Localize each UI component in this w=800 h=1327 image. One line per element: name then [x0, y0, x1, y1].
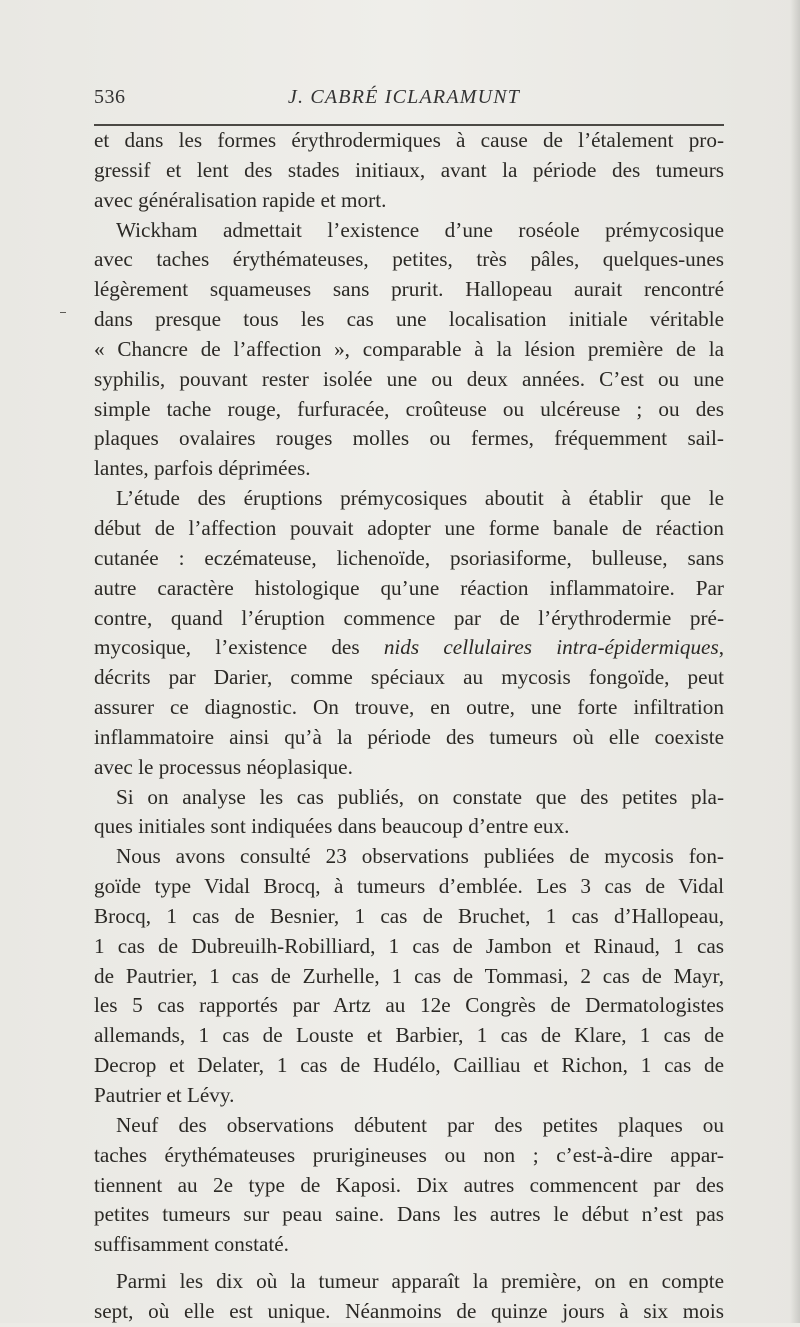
text-line: les 5 cas rapportés par Artz au 12e Congrès de Dermatologistes	[94, 993, 724, 1018]
text-line: Brocq, 1 cas de Besnier, 1 cas de Bruchet, 1 cas d’Hallopeau,	[94, 903, 724, 928]
text-line: dans presque tous les cas une localisation initiale véritable	[94, 307, 724, 332]
text-line: avec taches érythémateuses, petites, très pâles, quelques-unes	[94, 247, 724, 272]
text-line: légèrement squameuses sans prurit. Hallopeau aurait rencontré	[94, 277, 724, 302]
text-line: taches érythémateuses prurigineuses ou non ; c’est-à-dire appar-	[94, 1142, 724, 1167]
text-line: contre, quand l’éruption commence par de l’érythrodermie pré-	[94, 605, 724, 630]
text-line: Decrop et Delater, 1 cas de Hudélo, Cailliau et Richon, 1 cas de	[94, 1053, 724, 1078]
text-line: et dans les formes érythrodermiques à cause de l’étalement pro-	[94, 128, 724, 152]
text-line: goïde type Vidal Brocq, à tumeurs d’emblée. Les 3 cas de Vidal	[94, 874, 724, 899]
text-line: allemands, 1 cas de Louste et Barbier, 1 cas de Klare, 1 cas de	[94, 1023, 724, 1048]
text-line: gressif et lent des stades initiaux, avant la période des tumeurs	[94, 157, 724, 182]
text-line: avec généralisation rapide et mort.	[94, 187, 387, 212]
text-line: L’étude des éruptions prémycosiques aboutit à établir que le	[116, 486, 724, 511]
text-line: « Chancre de l’affection », comparable à la lésion première de la	[94, 336, 724, 361]
text-line: assurer ce diagnostic. On trouve, en outre, une forte infiltration	[94, 695, 724, 720]
italic-phrase: nids cellulaires intra-épidermiques	[383, 635, 719, 660]
text-line: suffisamment constaté.	[94, 1232, 289, 1257]
text-line: plaques ovalaires rouges molles ou fermes, fréquemment sail-	[94, 426, 724, 451]
body-text	[94, 126, 724, 1327]
text-line-part: ,	[718, 635, 724, 660]
text-line-part: mycosique, l’existence des	[94, 635, 384, 660]
text-line: de Pautrier, 1 cas de Zurhelle, 1 cas de Tommasi, 2 cas de Mayr,	[94, 963, 724, 988]
text-line: petites tumeurs sur peau saine. Dans les autres le début n’est pas	[94, 1202, 724, 1227]
text-line: lantes, parfois déprimées.	[94, 456, 311, 481]
text-line: Parmi les dix où la tumeur apparaît la première, on en compte	[116, 1269, 724, 1294]
text-line: début de l’affection pouvait adopter une forme banale de réaction	[94, 515, 724, 540]
text-line: autre caractère histologique qu’une réaction inflammatoire. Par	[94, 575, 724, 600]
text-line	[94, 633, 724, 663]
text-line: ques initiales sont indiquées dans beaucoup d’entre eux.	[94, 814, 570, 839]
text-line: Nous avons consulté 23 observations publiées de mycosis fon-	[116, 844, 724, 869]
text-line: décrits par Darier, comme spéciaux au mycosis fongoïde, peut	[94, 665, 724, 690]
text-line: inflammatoire ainsi qu’à la période des tumeurs où elle coexiste	[94, 724, 724, 749]
text-line: sept, où elle est unique. Néanmoins de quinze jours à six mois	[94, 1298, 724, 1323]
page-header	[94, 86, 728, 116]
text-line: 1 cas de Dubreuilh-Robilliard, 1 cas de Jambon et Rinaud, 1 cas	[94, 933, 724, 958]
text-line: Pautrier et Lévy.	[94, 1083, 235, 1107]
page-number: 536	[94, 86, 126, 108]
page-edge-shadow	[790, 0, 800, 1323]
text-line: tiennent au 2e type de Kaposi. Dix autres commencent par des	[94, 1172, 724, 1197]
text-line: simple tache rouge, furfuracée, croûteuse ou ulcéreuse ; ou des	[94, 396, 724, 421]
running-head: J. CABRÉ ICLARAMUNT	[287, 86, 521, 108]
text-line: syphilis, pouvant rester isolée une ou deux années. C’est ou une	[94, 366, 724, 391]
margin-mark	[60, 312, 66, 313]
text-line: Wickham admettait l’existence d’une roséole prémycosique	[116, 217, 724, 242]
text-line: cutanée : eczémateuse, lichenoïde, psoriasiforme, bulleuse, sans	[94, 545, 724, 570]
text-line: Neuf des observations débutent par des petites plaques ou	[116, 1112, 724, 1137]
text-line: Si on analyse les cas publiés, on constate que des petites pla-	[116, 784, 724, 809]
paragraph-gap	[94, 1260, 724, 1267]
text-line: avec le processus néoplasique.	[94, 754, 353, 779]
